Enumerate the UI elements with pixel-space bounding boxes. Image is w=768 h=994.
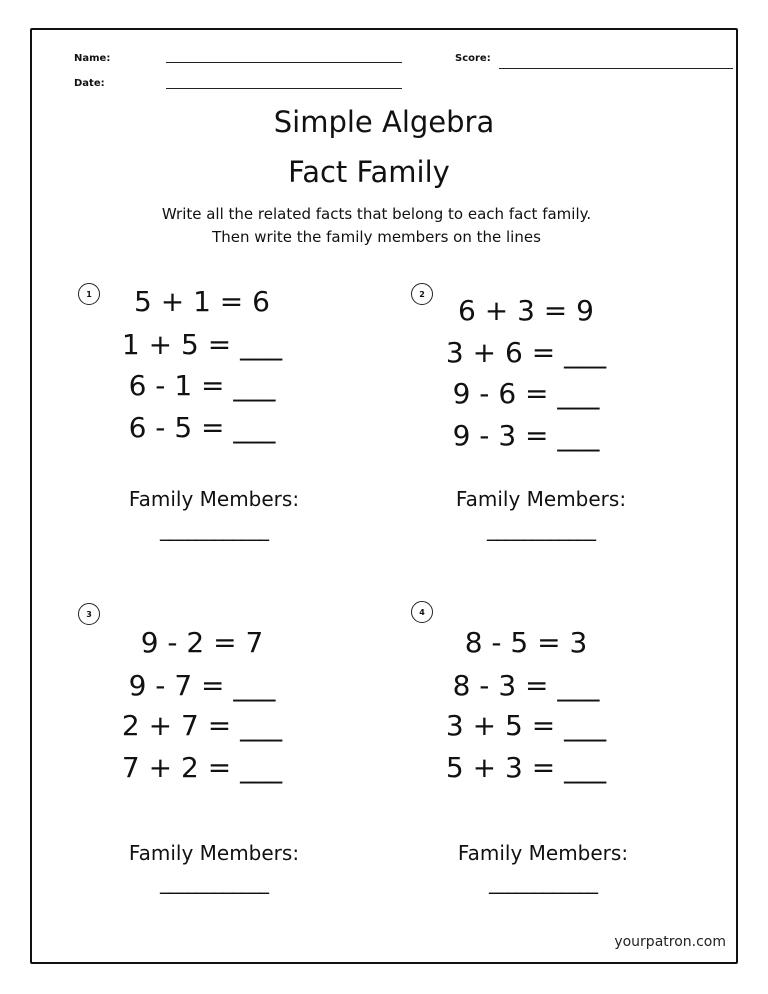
problem-4-equation-1: 8 - 5 = 3 (464, 626, 588, 659)
problem-1-family-members-line: ____________ (160, 517, 268, 541)
problem-1-equation-3: 6 - 1 = ___ (128, 369, 276, 402)
problem-3-equation-4: 7 + 2 = ___ (121, 751, 283, 784)
problem-3-equation-2: 9 - 7 = ___ (128, 669, 276, 702)
problem-2-number: 2 (411, 283, 433, 305)
name-label: Name: (74, 53, 111, 64)
score-label: Score: (455, 53, 491, 64)
problem-2-family-members-label: Family Members: (455, 487, 627, 511)
problem-1-family-members-label: Family Members: (128, 487, 300, 511)
instructions-line-1: Write all the related facts that belong to each fact family. (161, 205, 592, 223)
problem-1-number: 1 (78, 283, 100, 305)
problem-3-family-members-label: Family Members: (128, 841, 300, 865)
problem-4-family-members-line: ____________ (489, 870, 597, 894)
date-line (166, 88, 402, 89)
problem-3-equation-3: 2 + 7 = ___ (121, 709, 283, 742)
problem-1-equation-2: 1 + 5 = ___ (121, 328, 283, 361)
name-line (166, 62, 402, 63)
problem-4-number: 4 (411, 601, 433, 623)
problem-2-equation-2: 3 + 6 = ___ (445, 336, 607, 369)
problem-2-equation-4: 9 - 3 = ___ (452, 419, 600, 452)
page-subtitle: Fact Family (288, 155, 450, 189)
page-title: Simple Algebra (273, 105, 495, 139)
problem-1-equation-4: 6 - 5 = ___ (128, 411, 276, 444)
problem-3-family-members-line: ____________ (160, 870, 268, 894)
score-line (499, 68, 733, 69)
date-label: Date: (74, 78, 105, 89)
problem-4-family-members-label: Family Members: (457, 841, 629, 865)
problem-4-equation-4: 5 + 3 = ___ (445, 751, 607, 784)
footer-website: yourpatron.com (614, 934, 726, 950)
problem-3-equation-1: 9 - 2 = 7 (140, 626, 264, 659)
problem-1-equation-1: 5 + 1 = 6 (134, 285, 270, 318)
instructions-line-2: Then write the family members on the lines (212, 228, 541, 246)
problem-2-equation-3: 9 - 6 = ___ (452, 377, 600, 410)
problem-2-equation-1: 6 + 3 = 9 (458, 294, 594, 327)
problem-3-number: 3 (78, 603, 100, 625)
problem-2-family-members-line: ____________ (487, 517, 595, 541)
problem-4-equation-2: 8 - 3 = ___ (452, 669, 600, 702)
problem-4-equation-3: 3 + 5 = ___ (445, 709, 607, 742)
